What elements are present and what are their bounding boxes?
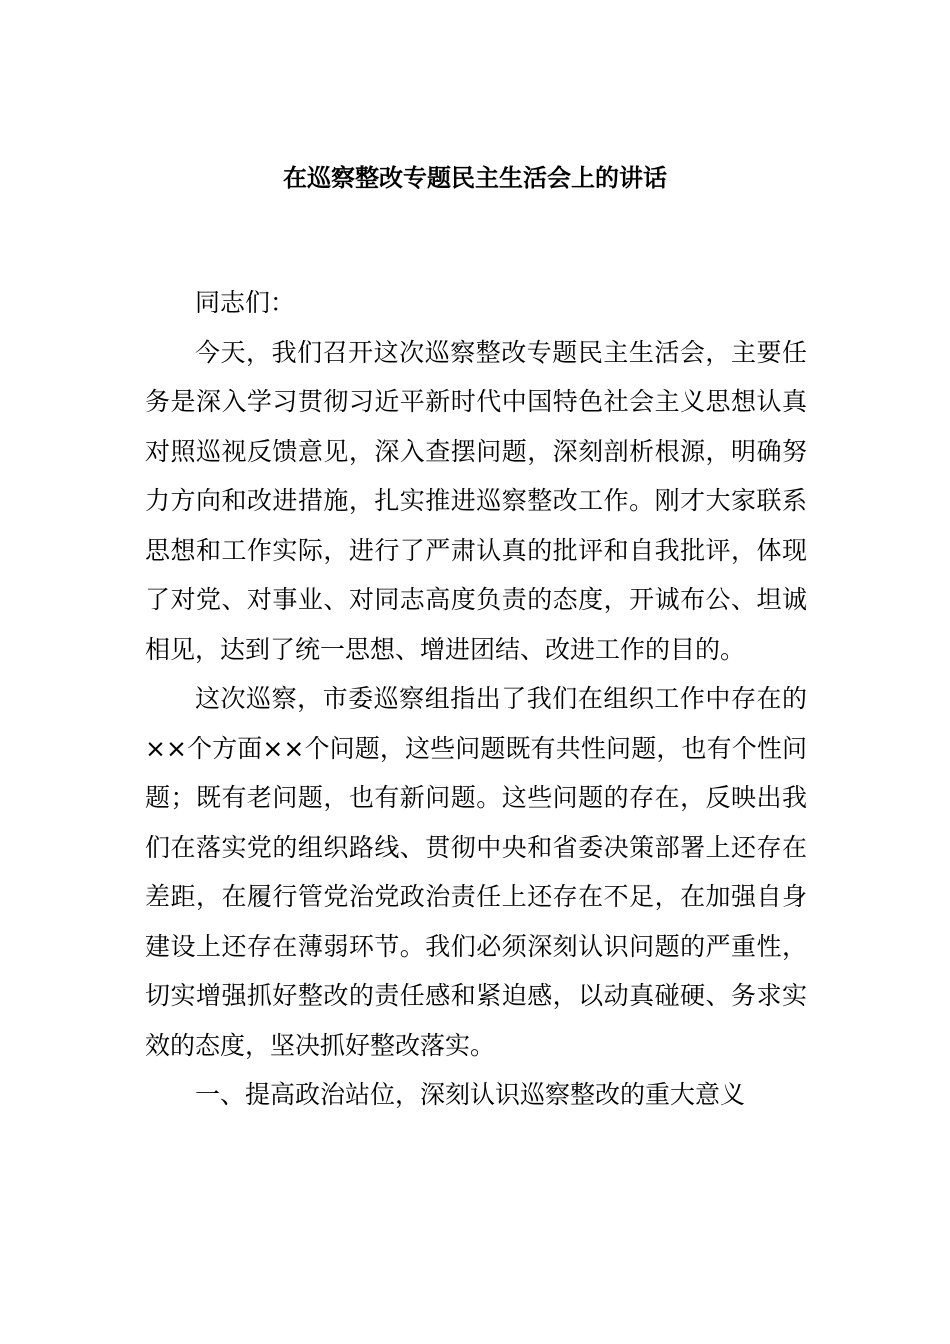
body-paragraph-1: 今天，我们召开这次巡察整改专题民主生活会，主要任务是深入学习贯彻习近平新时代中国特色社会主义思想认真对照巡视反馈意见，深入查摆问题，深刻剖析根源，明确努力方向和改进措施，扎实推进巡察整改工作。刚才大家联系思想和工作实际，进行了严肃认真的批评和自我批评，体现了对党、对事业、对同志高度负责的态度，开诚布公、坦诚相见，达到了统一思想、增进团结、改进工作的目的。 — [145, 337, 807, 664]
section-heading-1: 一、提高政治站位，深刻认识巡察整改的重大意义 — [195, 1080, 746, 1109]
body-paragraph-2: 这次巡察，市委巡察组指出了我们在组织工作中存在的××个方面××个问题，这些问题既有共性问题，也有个性问题；既有老问题，也有新问题。这些问题的存在，反映出我们在落实党的组织路线、贯彻中央和省委决策部署上还存在差距，在履行管党治党政治责任上还存在不足，在加强自身建设上还存在薄弱环节。我们必须深刻认识问题的严重性，切实增强抓好整改的责任感和紧迫感，以动真碰硬、务求实效的态度，坚决抓好整改落实。 — [145, 684, 807, 1060]
greeting-paragraph: 同志们： — [195, 288, 296, 317]
document-body — [145, 278, 807, 1120]
document-title: 在巡察整改专题民主生活会上的讲话 — [283, 164, 667, 192]
